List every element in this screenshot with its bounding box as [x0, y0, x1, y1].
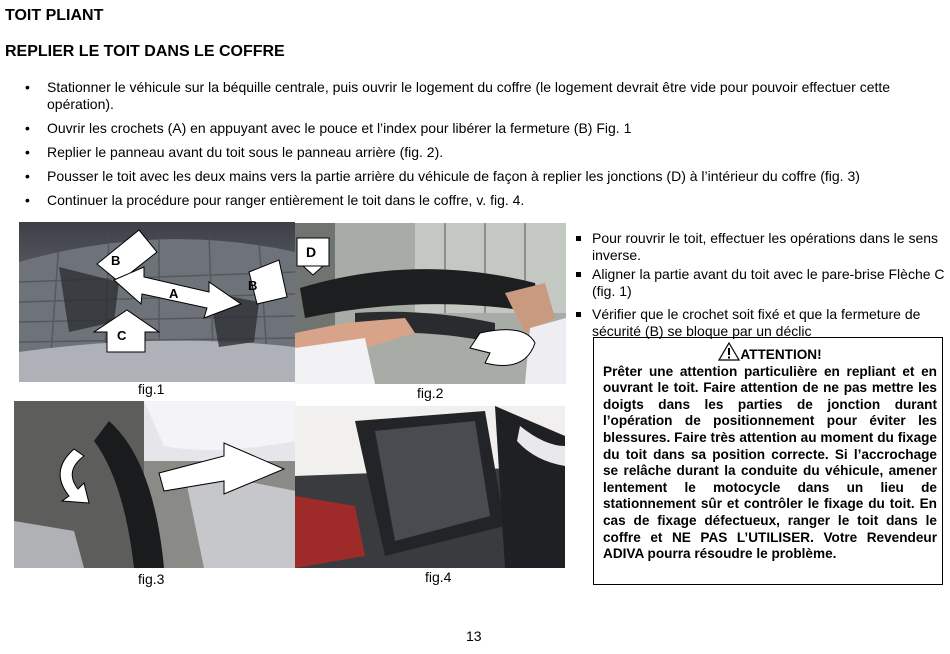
reopen-instructions — [576, 230, 946, 342]
square-bullet-icon — [576, 236, 581, 241]
steps-list — [25, 79, 930, 216]
fig1-label-a: A — [169, 286, 179, 301]
figure-2-caption: fig.2 — [417, 385, 444, 401]
list-item — [25, 192, 930, 209]
list-item — [25, 168, 930, 185]
figure-2-photo — [295, 223, 566, 384]
bullet-icon: • — [25, 79, 30, 95]
fig1-label-b: B — [248, 278, 258, 293]
warning-triangle-icon — [718, 342, 740, 361]
warning-title: ATTENTION! — [740, 347, 822, 362]
fig1-label-c: C — [117, 328, 127, 343]
fig2-label-d: D — [306, 244, 317, 260]
list-item — [576, 230, 946, 264]
list-item — [25, 79, 930, 113]
list-item — [576, 306, 946, 340]
step-text: Replier le panneau avant du toit sous le panneau arrière (fig. 2). — [47, 144, 444, 160]
figure-3-caption: fig.3 — [138, 571, 165, 587]
warning-header — [603, 342, 937, 364]
instruction-text: Aligner la partie avant du toit avec le pare-brise Flèche C (fig. 1) — [592, 266, 945, 299]
instruction-text: Vérifier que le crochet soit fixé et que la fermeture de sécurité (B) se bloque par un déclic — [592, 306, 921, 339]
section-title: TOIT PLIANT — [5, 7, 104, 24]
figure-1-caption: fig.1 — [138, 381, 165, 397]
section-subtitle: REPLIER LE TOIT DANS LE COFFRE — [5, 43, 285, 60]
figure-4-caption: fig.4 — [425, 569, 452, 585]
list-item — [25, 120, 930, 137]
warning-body: Prêter une attention particulière en repliant et en ouvrant le toit. Faire attention de ne pas mettre les doigts dans les parties de jonction durant l’opération de positionnement pour éviter les blessures. Faire très attention au moment du fixage du toit dans sa position correcte. Si l’accrochage se relâche durant la conduite du véhicule, amener lentement le motocycle dans un lieu de stationnement sûr et contrôler le fixage du toit. En cas de fixage défectueux, ranger le toit dans le coffre et NE PAS L’UTILISER. Votre Revendeur ADIVA pourra résoudre le problème. — [603, 363, 937, 562]
bullet-icon: • — [25, 168, 30, 184]
step-text: Stationner le véhicule sur la béquille centrale, puis ouvrir le logement du coffre (le logement devrait être vide pour pouvoir effectuer cette opération). — [47, 79, 891, 112]
fig1-label-b: B — [111, 253, 121, 268]
page-number: 13 — [466, 628, 482, 644]
warning-box — [593, 337, 943, 585]
figure-4-photo — [295, 406, 565, 568]
step-text: Ouvrir les crochets (A) en appuyant avec le pouce et l’index pour libérer la fermeture (B) Fig. 1 — [47, 120, 632, 136]
bullet-icon: • — [25, 144, 30, 160]
bullet-icon: • — [25, 120, 30, 136]
figure-1-photo — [19, 222, 295, 382]
step-text: Continuer la procédure pour ranger entièrement le toit dans le coffre, v. fig. 4. — [47, 192, 525, 208]
list-item — [25, 144, 930, 161]
figure-3-photo — [14, 401, 296, 568]
square-bullet-icon — [576, 312, 581, 317]
step-text: Pousser le toit avec les deux mains vers la partie arrière du véhicule de façon à replier les jonctions (D) à l’intérieur du coffre (fig. 3) — [47, 168, 860, 184]
instruction-text: Pour rouvrir le toit, effectuer les opérations dans le sens inverse. — [592, 230, 939, 263]
square-bullet-icon — [576, 272, 581, 277]
list-item — [576, 266, 946, 300]
bullet-icon: • — [25, 192, 30, 208]
